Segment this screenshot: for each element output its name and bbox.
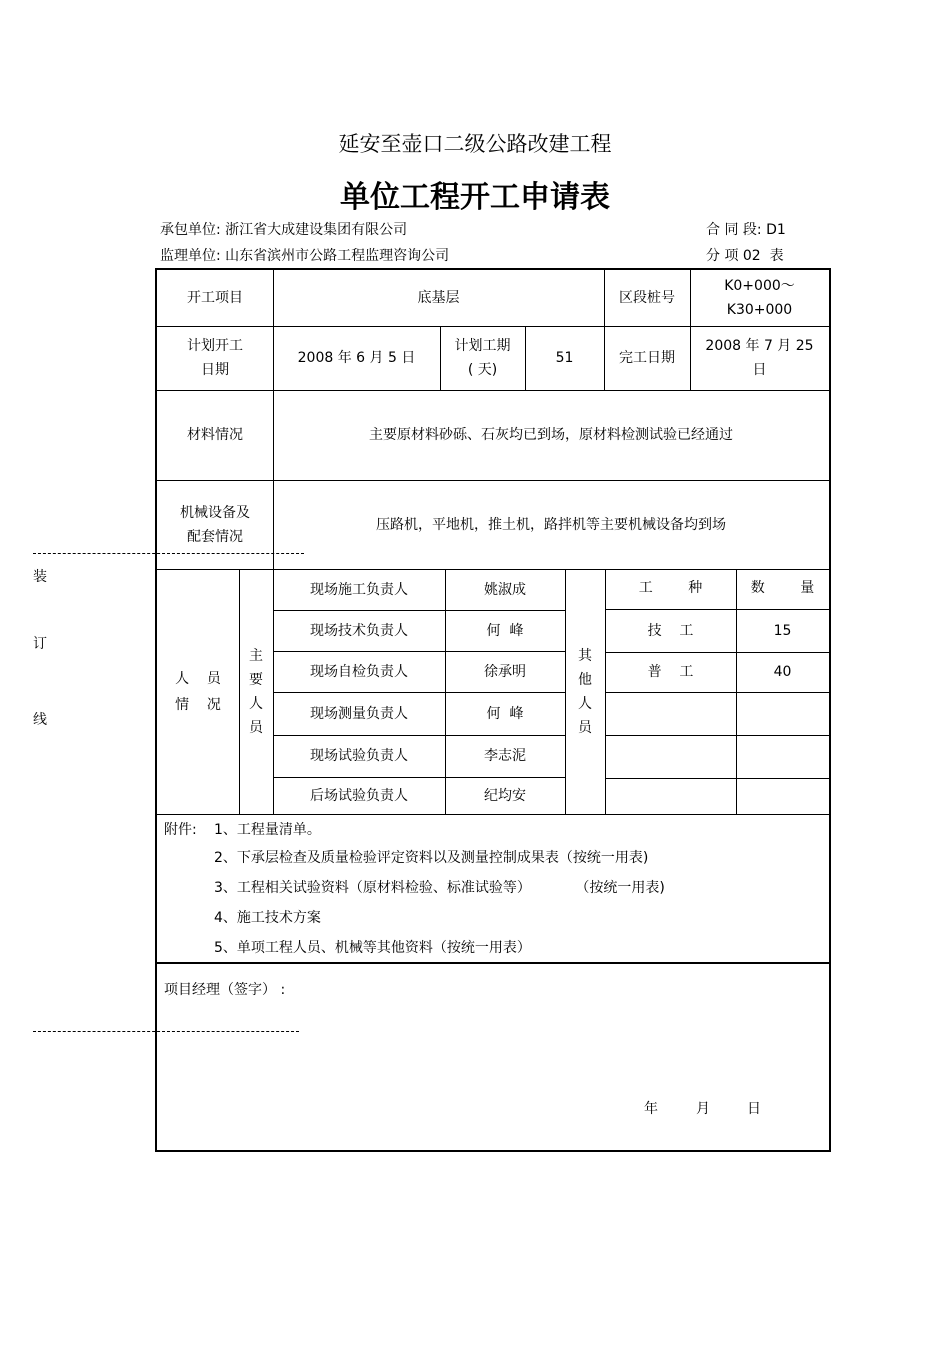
date-day: 日 [747,1101,761,1117]
other-label-char: 人 [578,695,592,712]
other-label-char: 他 [578,671,592,688]
main-staff-name: 姚淑成 [484,581,526,598]
other-count [736,778,829,814]
other-count: 40 [773,664,792,680]
period-value: 51 [555,350,574,366]
binding-char-3: 线 [33,712,47,728]
main-label-char: 人 [249,695,263,712]
other-type [605,692,736,735]
machinery-label-line-1: 机械设备及 [180,504,250,521]
other-staff-label [565,569,605,814]
supervisor-label: 监理单位: [160,248,221,264]
other-type [605,735,736,778]
other-count: 15 [773,623,792,639]
table-number: 分 项 02 表 [706,248,784,264]
main-staff-name: 徐承明 [484,663,526,680]
other-label-char: 员 [578,719,592,736]
supervisor-line [160,245,449,265]
main-staff-role: 后场试验负责人 [310,787,408,804]
contractor-line [160,219,407,239]
other-count [736,735,829,778]
start-date-label [157,326,273,390]
finish-date-value [690,326,829,390]
rule [157,814,829,815]
main-staff-role: 现场自检负责人 [310,663,408,680]
machinery-label [157,480,273,569]
other-type-header: 工 种 [638,579,703,596]
station-label: 区段桩号 [619,290,675,306]
period-label [440,326,525,390]
machinery-label-line-2: 配套情况 [187,528,243,545]
binding-char-2: 订 [33,636,47,652]
main-staff-label [239,569,273,814]
other-count-header: 数 量 [750,579,815,596]
date-month: 月 [696,1101,710,1117]
attachment-item: 1、工程量清单。 [214,822,321,838]
attachment-item: 5、单项工程人员、机械等其他资料（按统一用表） [214,940,531,956]
period-label-line-2: ( 天) [467,362,498,378]
other-label-char: 其 [578,647,592,664]
main-staff-name: 李志泥 [484,748,526,764]
attachment-item: 4、施工技术方案 [214,910,321,926]
main-label-char: 主 [249,647,263,664]
other-type: 普 工 [647,664,694,680]
materials-value: 主要原材料砂砾、石灰均已到场，原材料检测试验已经通过 [369,427,733,443]
main-staff-role: 现场测量负责人 [310,705,408,722]
contract-label: 合 同 段: [706,222,762,238]
date-year: 年 [644,1101,658,1117]
contract-value: D1 [766,222,786,238]
main-staff-role: 现场施工负责人 [310,581,408,598]
contractor-label: 承包单位: [160,222,221,238]
personnel-label [157,569,239,814]
materials-label: 材料情况 [187,427,243,443]
item-value: 底基层 [417,290,460,306]
rule [157,962,829,964]
attachments-label: 附件: [164,822,197,838]
station-line-1: K0+000～ [724,278,795,294]
start-label-line-1: 计划开工 [187,338,243,354]
machinery-value: 压路机，平地机，推土机，路拌机等主要机械设备均到场 [376,516,726,533]
attachment-item: 3、工程相关试验资料（原材料检验、标准试验等） （按统一用表) [214,880,665,896]
supervisor-value: 山东省滨州市公路工程监理咨询公司 [225,248,450,264]
contractor-value: 浙江省大成建设集团有限公司 [225,222,408,238]
item-label: 开工项目 [187,290,243,306]
main-label-char: 要 [249,671,263,688]
personnel-label-line-2: 情 况 [175,696,221,713]
start-date-value: 2008 年 6 月 5 日 [297,350,416,366]
application-form [155,268,831,1152]
station-value [690,270,829,326]
personnel-label-line-1: 人 员 [175,670,221,687]
form-title: 单位工程开工申请表 [340,180,610,215]
manager-signature-label: 项目经理（签字） : [164,982,286,998]
other-type [605,778,736,814]
main-staff-role: 现场技术负责人 [310,622,408,639]
main-staff-role: 现场试验负责人 [310,748,408,764]
attachment-item: 2、下承层检查及质量检验评定资料以及测量控制成果表（按统一用表) [214,850,649,866]
start-label-line-2: 日期 [201,362,229,378]
finish-date-label: 完工日期 [619,350,675,366]
period-label-line-1: 计划工期 [454,338,511,354]
main-staff-name: 何 峰 [486,622,524,639]
binding-char-1: 装 [33,569,47,585]
contract-line [706,219,786,239]
main-label-char: 员 [249,719,263,736]
other-type: 技 工 [647,623,694,639]
finish-line-1: 2008 年 7 月 25 [705,338,814,354]
finish-line-2: 日 [752,362,767,378]
station-line-2: K30+000 [726,302,793,318]
project-title: 延安至壶口二级公路改建工程 [338,132,612,156]
other-count [736,692,829,735]
main-staff-name: 何 峰 [486,705,524,722]
main-staff-name: 纪均安 [484,787,526,804]
